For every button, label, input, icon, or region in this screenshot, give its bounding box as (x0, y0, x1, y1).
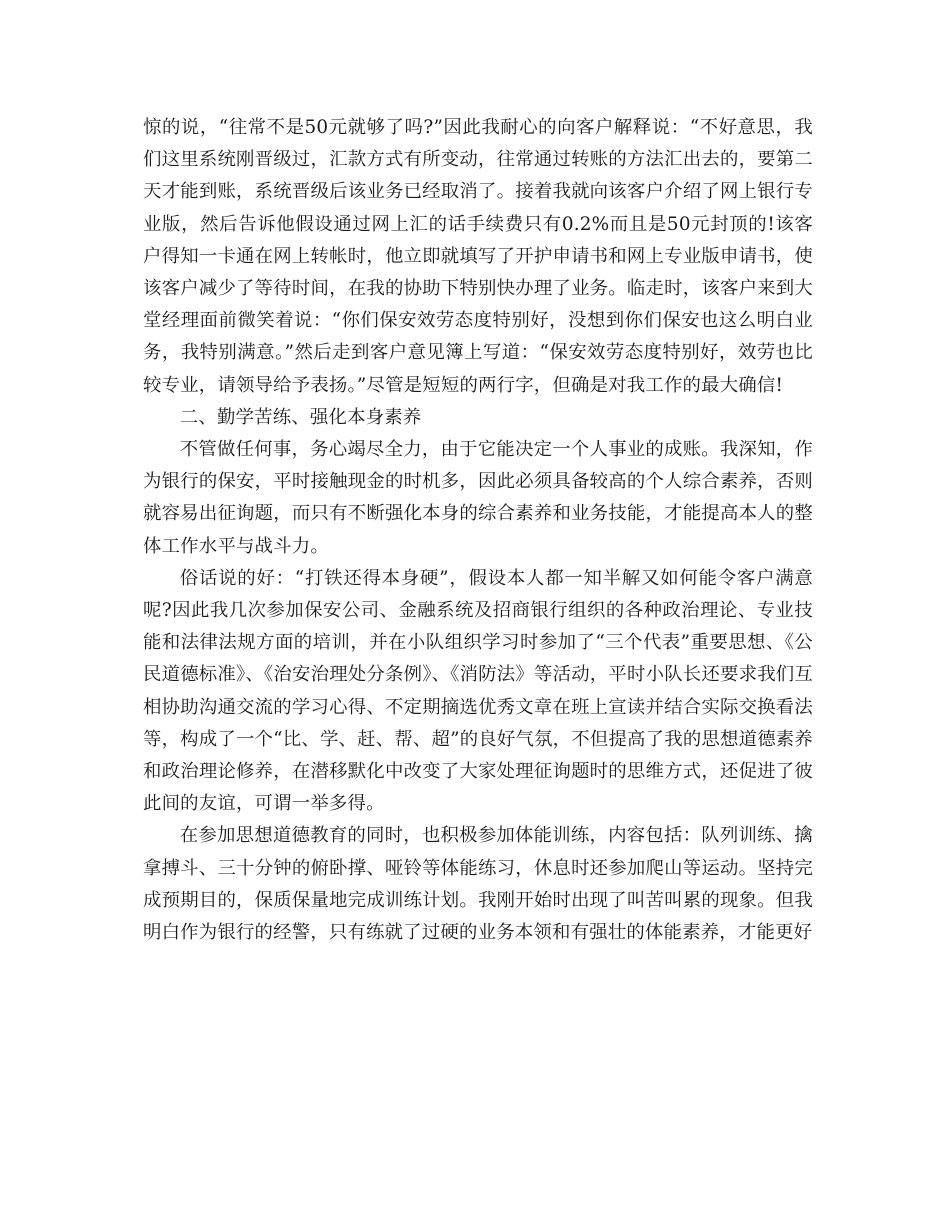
paragraph-customer-story: 惊的说，“往常不是50元就够了吗?”因此我耐心的向客户解释说：“不好意思，我们这里系统刚晋级过，汇款方式有所变动，往常通过转账的方法汇出去的，要第二天才能到账，系统晋级后该业务已经取消了。接着我就向该客户介绍了网上银行专业版，然后告诉他假设通过网上汇的话手续费只有0.2%而且是50元封顶的!该客户得知一卡通在网上转帐时，他立即就填写了开护申请书和网上专业版申请书，使该客户减少了等待时间，在我的协助下特别快办理了业务。临走时，该客户来到大堂经理面前微笑着说：“你们保安效劳态度特别好，没想到你们保安也这么明白业务，我特别满意。”然后走到客户意见簿上写道：“保安效劳态度特别好，效劳也比较专业，请领导给予表扬。”尽管是短短的两行字，但确是对我工作的最大确信! (143, 117, 813, 396)
paragraph-self-improvement: 不管做任何事，务心竭尽全力，由于它能决定一个人事业的成账。我深知，作为银行的保安，平时接触现金的时机多，因此必须具备较高的个人综合素养，否则就容易出征询题，而只有不断强化本身的综合素养和业务技能，才能提高本人的整体工作水平与战斗力。 (143, 439, 813, 557)
document-body (143, 112, 813, 949)
section-heading: 二、勤学苦练、强化本身素养 (179, 406, 422, 428)
paragraph-training: 俗话说的好：“打铁还得本身硬”，假设本人都一知半解又如何能令客户满意呢?因此我几次参加保安公司、金融系统及招商银行组织的各种政治理论、专业技能和法律法规方面的培训，并在小队组织学习时参加了“三个代表”重要思想、《公民道德标准》、《治安治理处分条例》、《消防法》等活动，平时小队长还要求我们互相协助沟通交流的学习心得、不定期摘选优秀文章在班上宣读并结合实际交换看法等，构成了一个“比、学、赶、帮、超”的良好气氛，不但提高了我的思想道德素养和政治理论修养，在潜移默化中改变了大家处理征询题时的思维方式，还促进了彼此间的友谊，可谓一举多得。 (143, 567, 813, 815)
paragraph-physical-training: 在参加思想道德教育的同时，也积极参加体能训练，内容包括：队列训练、擒拿搏斗、三十分钟的俯卧撑、哑铃等体能练习，休息时还参加爬山等运动。坚持完成预期目的，保质保量地完成训练计划。我刚开始时出现了叫苦叫累的现象。但我明白作为银行的经警，只有练就了过硬的业务本领和有强壮的体能素养，才能更好 (143, 825, 813, 944)
